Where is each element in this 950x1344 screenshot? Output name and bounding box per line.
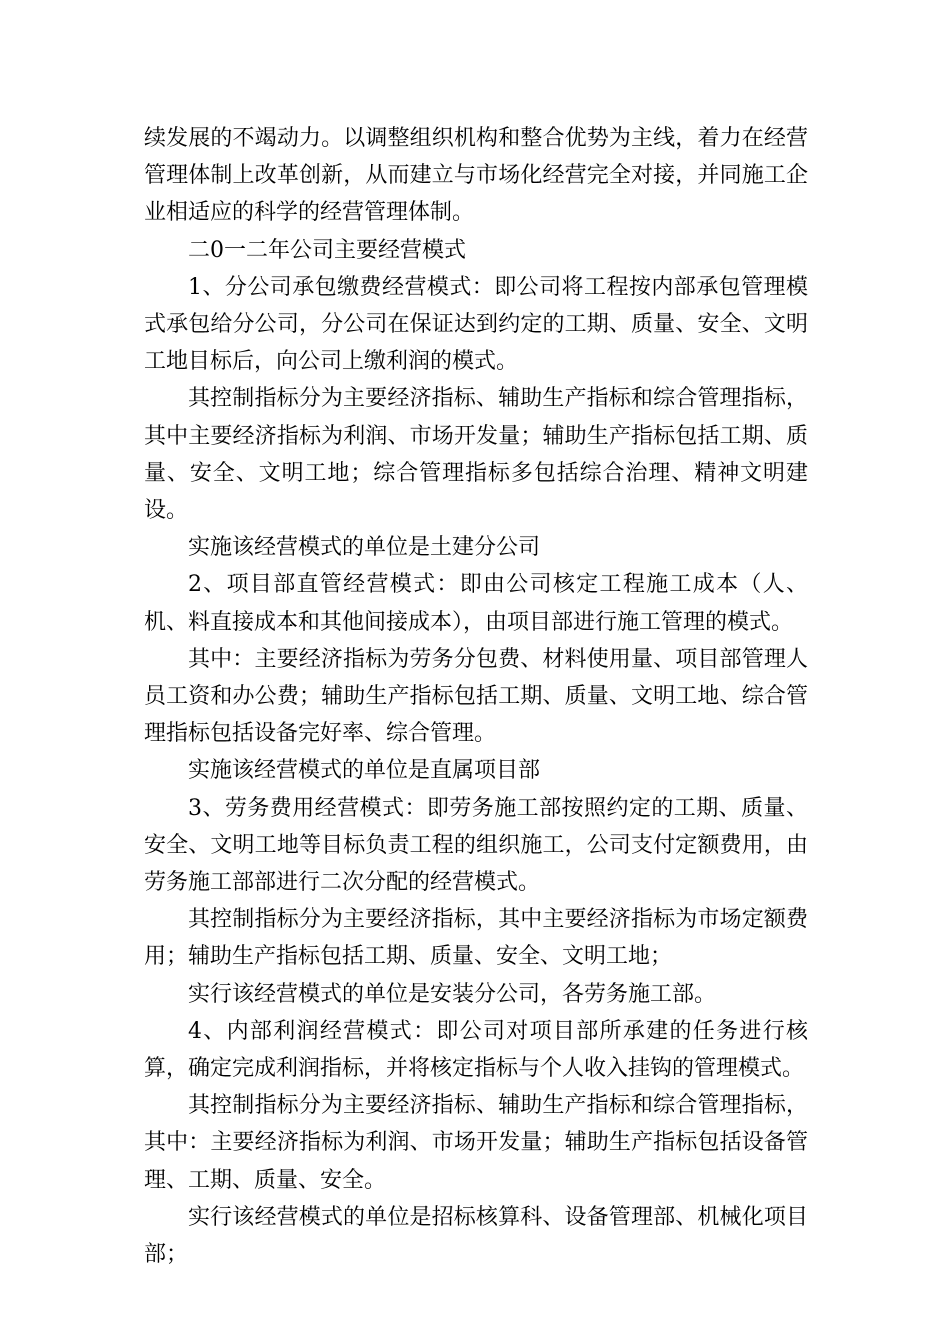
- section-heading: 二0一二年公司主要经营模式: [188, 237, 466, 263]
- paragraph-mode-1: 1、分公司承包缴费经营模式：即公司将工程按内部承包管理模式承包给分公司，分公司在保证达到约定的工期、质量、安全、文明工地目标后，向公司上缴利润的模式。: [144, 274, 808, 375]
- paragraph-mode-3: 3、劳务费用经营模式：即劳务施工部按照约定的工期、质量、安全、文明工地等目标负责工程的组织施工，公司支付定额费用，由劳务施工部部进行二次分配的经营模式。: [144, 795, 808, 896]
- paragraph-mode-2: 2、项目部直管经营模式：即由公司核定工程施工成本（人、机、料直接成本和其他间接成本），由项目部进行施工管理的模式。: [144, 572, 808, 635]
- paragraph-mode-4-indicators: 其控制指标分为主要经济指标、辅助生产指标和综合管理指标，其中：主要经济指标为利润、市场开发量；辅助生产指标包括设备管理、工期、质量、安全。: [144, 1093, 808, 1193]
- paragraph-mode-4-unit: 实行该经营模式的单位是招标核算科、设备管理部、机械化项目部；: [144, 1204, 808, 1268]
- paragraph-mode-4: 4、内部利润经营模式：即公司对项目部所承建的任务进行核算，确定完成利润指标，并将核定指标与个人收入挂钩的管理模式。: [144, 1018, 808, 1082]
- paragraph-mode-3-unit: 实行该经营模式的单位是安装分公司，各劳务施工部。: [188, 981, 717, 1007]
- paragraph-mode-2-indicators: 其中：主要经济指标为劳务分包费、材料使用量、项目部管理人员工资和办公费；辅助生产指标包括工期、质量、文明工地、综合管理指标包括设备完好率、综合管理。: [144, 646, 808, 747]
- paragraph-mode-3-indicators: 其控制指标分为主要经济指标，其中主要经济指标为市场定额费用；辅助生产指标包括工期、质量、安全、文明工地；: [144, 907, 808, 970]
- paragraph-1: 续发展的不竭动力。以调整组织机构和整合优势为主线，着力在经营管理体制上改革创新，从而建立与市场化经营完全对接，并同施工企业相适应的科学的经营管理体制。: [144, 126, 808, 226]
- paragraph-mode-1-unit: 实施该经营模式的单位是土建分公司: [188, 535, 541, 561]
- paragraph-mode-2-unit: 实施该经营模式的单位是直属项目部: [188, 758, 541, 784]
- document-body: [144, 120, 808, 1273]
- paragraph-mode-1-indicators: 其控制指标分为主要经济指标、辅助生产指标和综合管理指标，其中主要经济指标为利润、市场开发量；辅助生产指标包括工期、质量、安全、文明工地；综合管理指标多包括综合治理、精神文明建设。: [144, 386, 808, 524]
